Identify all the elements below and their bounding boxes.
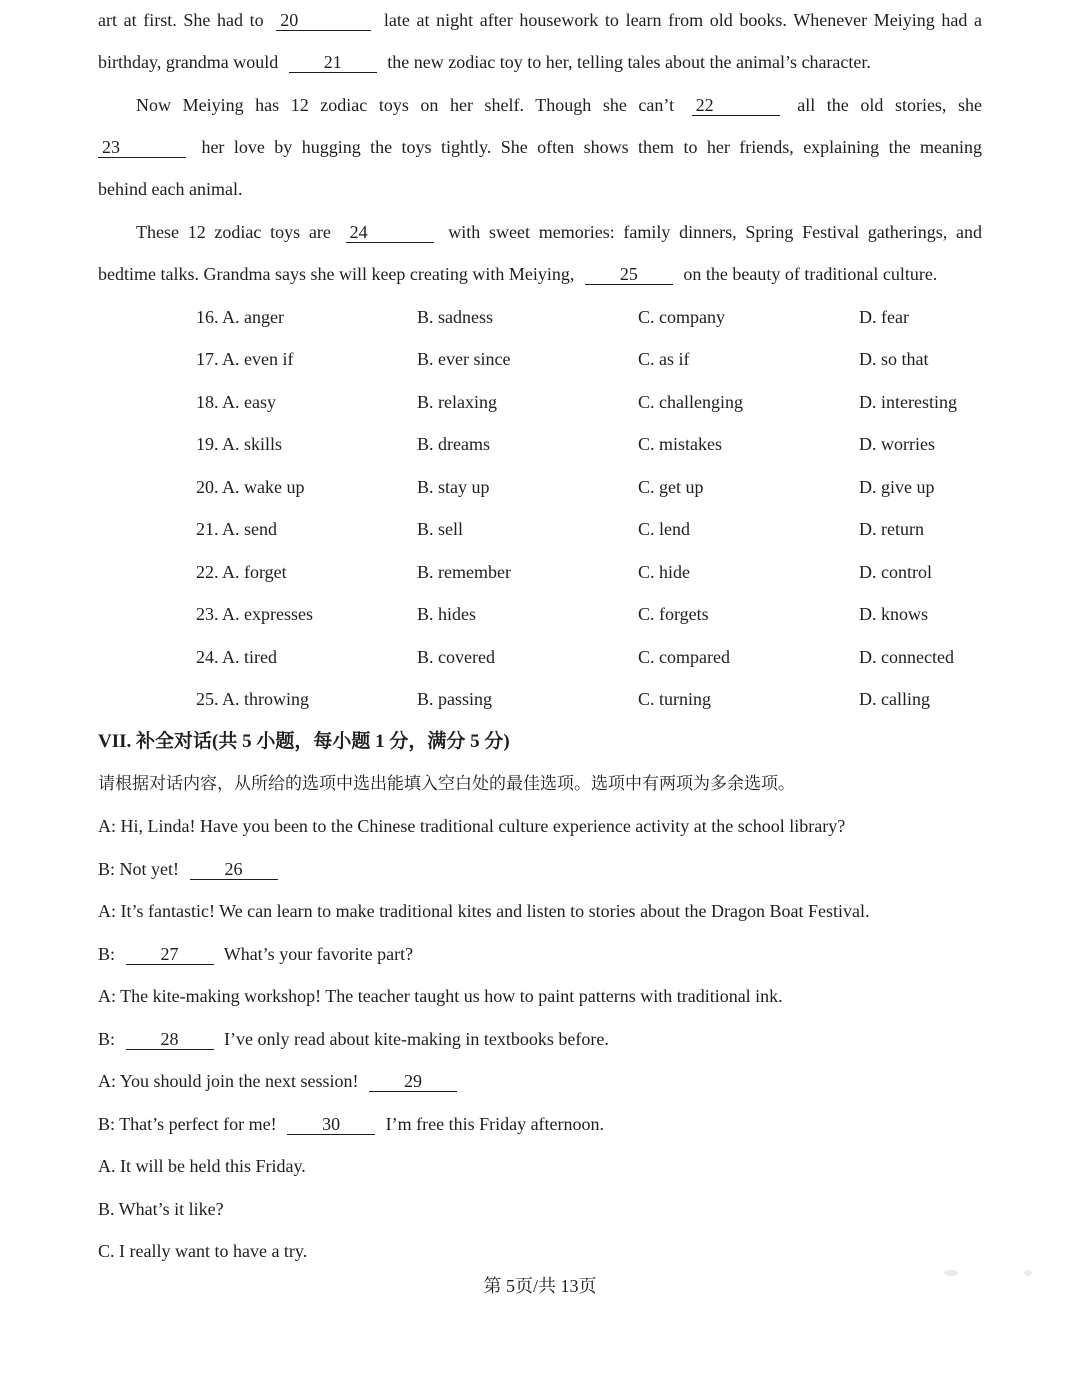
option-b: B. covered <box>417 647 495 667</box>
scan-mark <box>1024 1270 1032 1276</box>
option-row-22 <box>98 560 982 584</box>
blank-20: 20 <box>276 11 371 31</box>
dialogue-line-2 <box>98 857 982 881</box>
dialogue-text: A: The kite-making workshop! The teacher taught us how to paint patterns with traditional ink. <box>98 986 783 1006</box>
passage-line-3 <box>136 93 982 117</box>
dialogue-text: A: You should join the next session! <box>98 1071 359 1091</box>
passage-text: her love by hugging the toys tightly. She often shows them to her friends, explaining the meaning <box>201 137 983 157</box>
option-b: B. hides <box>417 604 477 624</box>
option-c: C. compared <box>638 647 730 667</box>
option-d: D. connected <box>859 647 954 667</box>
passage-line-4 <box>98 135 982 159</box>
option-b: B. relaxing <box>417 392 497 412</box>
blank-21: 21 <box>289 53 377 73</box>
option-d: D. so that <box>859 349 929 369</box>
option-row-21 <box>98 517 982 541</box>
option-b: B. ever since <box>417 349 511 369</box>
scan-mark <box>944 1270 958 1276</box>
option-b: B. stay up <box>417 477 490 497</box>
option-a: 17. A. even if <box>196 349 294 369</box>
option-row-24 <box>98 645 982 669</box>
passage-text: the new zodiac toy to her, telling tales about the animal’s character. <box>387 52 871 72</box>
passage-text: birthday, grandma would <box>98 52 279 72</box>
option-row-18 <box>98 390 982 414</box>
passage-text: late at night after housework to learn from old books. Whenever Meiying had a <box>383 10 983 30</box>
option-c: C. get up <box>638 477 704 497</box>
option-row-19 <box>98 432 982 456</box>
option-a: 21. A. send <box>196 519 277 539</box>
passage-line-1 <box>98 8 982 32</box>
dialogue-text: B: <box>98 944 116 964</box>
dialogue-text: B: That’s perfect for me! <box>98 1114 277 1134</box>
option-c: C. forgets <box>638 604 709 624</box>
dialogue-line-3 <box>98 899 982 923</box>
dialogue-text: B: Not yet! <box>98 859 179 879</box>
option-d: D. knows <box>859 604 929 624</box>
passage-text: on the beauty of traditional culture. <box>683 264 938 284</box>
passage-text: Now Meiying has 12 zodiac toys on her shelf. Though she can’t <box>136 95 675 115</box>
blank-24: 24 <box>346 223 434 243</box>
blank-23: 23 <box>98 138 186 158</box>
blank-30: 30 <box>287 1115 375 1135</box>
option-a: 22. A. forget <box>196 562 287 582</box>
option-c: C. turning <box>638 689 712 709</box>
blank-25: 25 <box>585 265 673 285</box>
option-b: B. dreams <box>417 434 490 454</box>
dialogue-text: A: It’s fantastic! We can learn to make traditional kites and listen to stories about the Dragon Boat Festival. <box>98 901 870 921</box>
option-d: D. interesting <box>859 392 957 412</box>
passage-line-6 <box>136 220 982 244</box>
option-d: D. return <box>859 519 924 539</box>
option-a: 16. A. anger <box>196 307 284 327</box>
option-d: D. fear <box>859 307 909 327</box>
option-c: C. challenging <box>638 392 743 412</box>
option-d: D. control <box>859 562 932 582</box>
dialogue-line-8 <box>98 1112 982 1136</box>
dialogue-line-6 <box>98 1027 982 1051</box>
dialogue-line-1 <box>98 814 982 838</box>
section-heading: VII. 补全对话(共 5 小题，每小题 1 分，满分 5 分) <box>98 731 510 752</box>
choice-c: C. I really want to have a try. <box>98 1241 308 1261</box>
page-number: 第 5页/共 13页 <box>483 1276 597 1296</box>
option-b: B. remember <box>417 562 511 582</box>
passage-line-7 <box>98 262 982 286</box>
option-c: C. company <box>638 307 725 327</box>
dialogue-text: I’ve only read about kite-making in textbooks before. <box>224 1029 609 1049</box>
option-c: C. hide <box>638 562 690 582</box>
blank-28: 28 <box>126 1030 214 1050</box>
passage-text: art at first. She had to <box>98 10 264 30</box>
option-d: D. worries <box>859 434 935 454</box>
option-c: C. mistakes <box>638 434 722 454</box>
passage-text: behind each animal. <box>98 179 243 199</box>
passage-text: all the old stories, she <box>797 95 983 115</box>
passage-text: with sweet memories: family dinners, Spring Festival gatherings, and <box>448 222 983 242</box>
option-a: 19. A. skills <box>196 434 283 454</box>
option-a: 20. A. wake up <box>196 477 305 497</box>
passage-line-5 <box>98 177 982 201</box>
option-row-20 <box>98 475 982 499</box>
dialogue-text: What’s your favorite part? <box>223 944 414 964</box>
choice-a: A. It will be held this Friday. <box>98 1156 306 1176</box>
dialogue-line-7 <box>98 1069 982 1093</box>
dialogue-text: I’m free this Friday afternoon. <box>385 1114 605 1134</box>
passage-text: bedtime talks. Grandma says she will keep creating with Meiying, <box>98 264 575 284</box>
blank-22: 22 <box>692 96 780 116</box>
option-b: B. passing <box>417 689 493 709</box>
option-d: D. calling <box>859 689 930 709</box>
choice-b: B. What’s it like? <box>98 1199 224 1219</box>
option-a: 18. A. easy <box>196 392 276 412</box>
option-row-17 <box>98 347 982 371</box>
option-a: 24. A. tired <box>196 647 277 667</box>
option-row-23 <box>98 602 982 626</box>
option-c: C. as if <box>638 349 690 369</box>
dialogue-text: A: Hi, Linda! Have you been to the Chinese traditional culture experience activity at the school library? <box>98 816 846 836</box>
dialogue-line-5 <box>98 984 982 1008</box>
blank-26: 26 <box>190 860 278 880</box>
option-d: D. give up <box>859 477 935 497</box>
blank-27: 27 <box>126 945 214 965</box>
option-a: 25. A. throwing <box>196 689 310 709</box>
option-b: B. sadness <box>417 307 493 327</box>
option-b: B. sell <box>417 519 464 539</box>
option-row-16 <box>98 305 982 329</box>
option-row-25 <box>98 687 982 711</box>
dialogue-text: B: <box>98 1029 116 1049</box>
passage-line-2 <box>98 50 982 74</box>
section-instruction: 请根据对话内容，从所给的选项中选出能填入空白处的最佳选项。选项中有两项为多余选项。 <box>98 774 795 794</box>
dialogue-line-4 <box>98 942 982 966</box>
passage-text: These 12 zodiac toys are <box>136 222 331 242</box>
option-c: C. lend <box>638 519 690 539</box>
option-a: 23. A. expresses <box>196 604 313 624</box>
blank-29: 29 <box>369 1072 457 1092</box>
